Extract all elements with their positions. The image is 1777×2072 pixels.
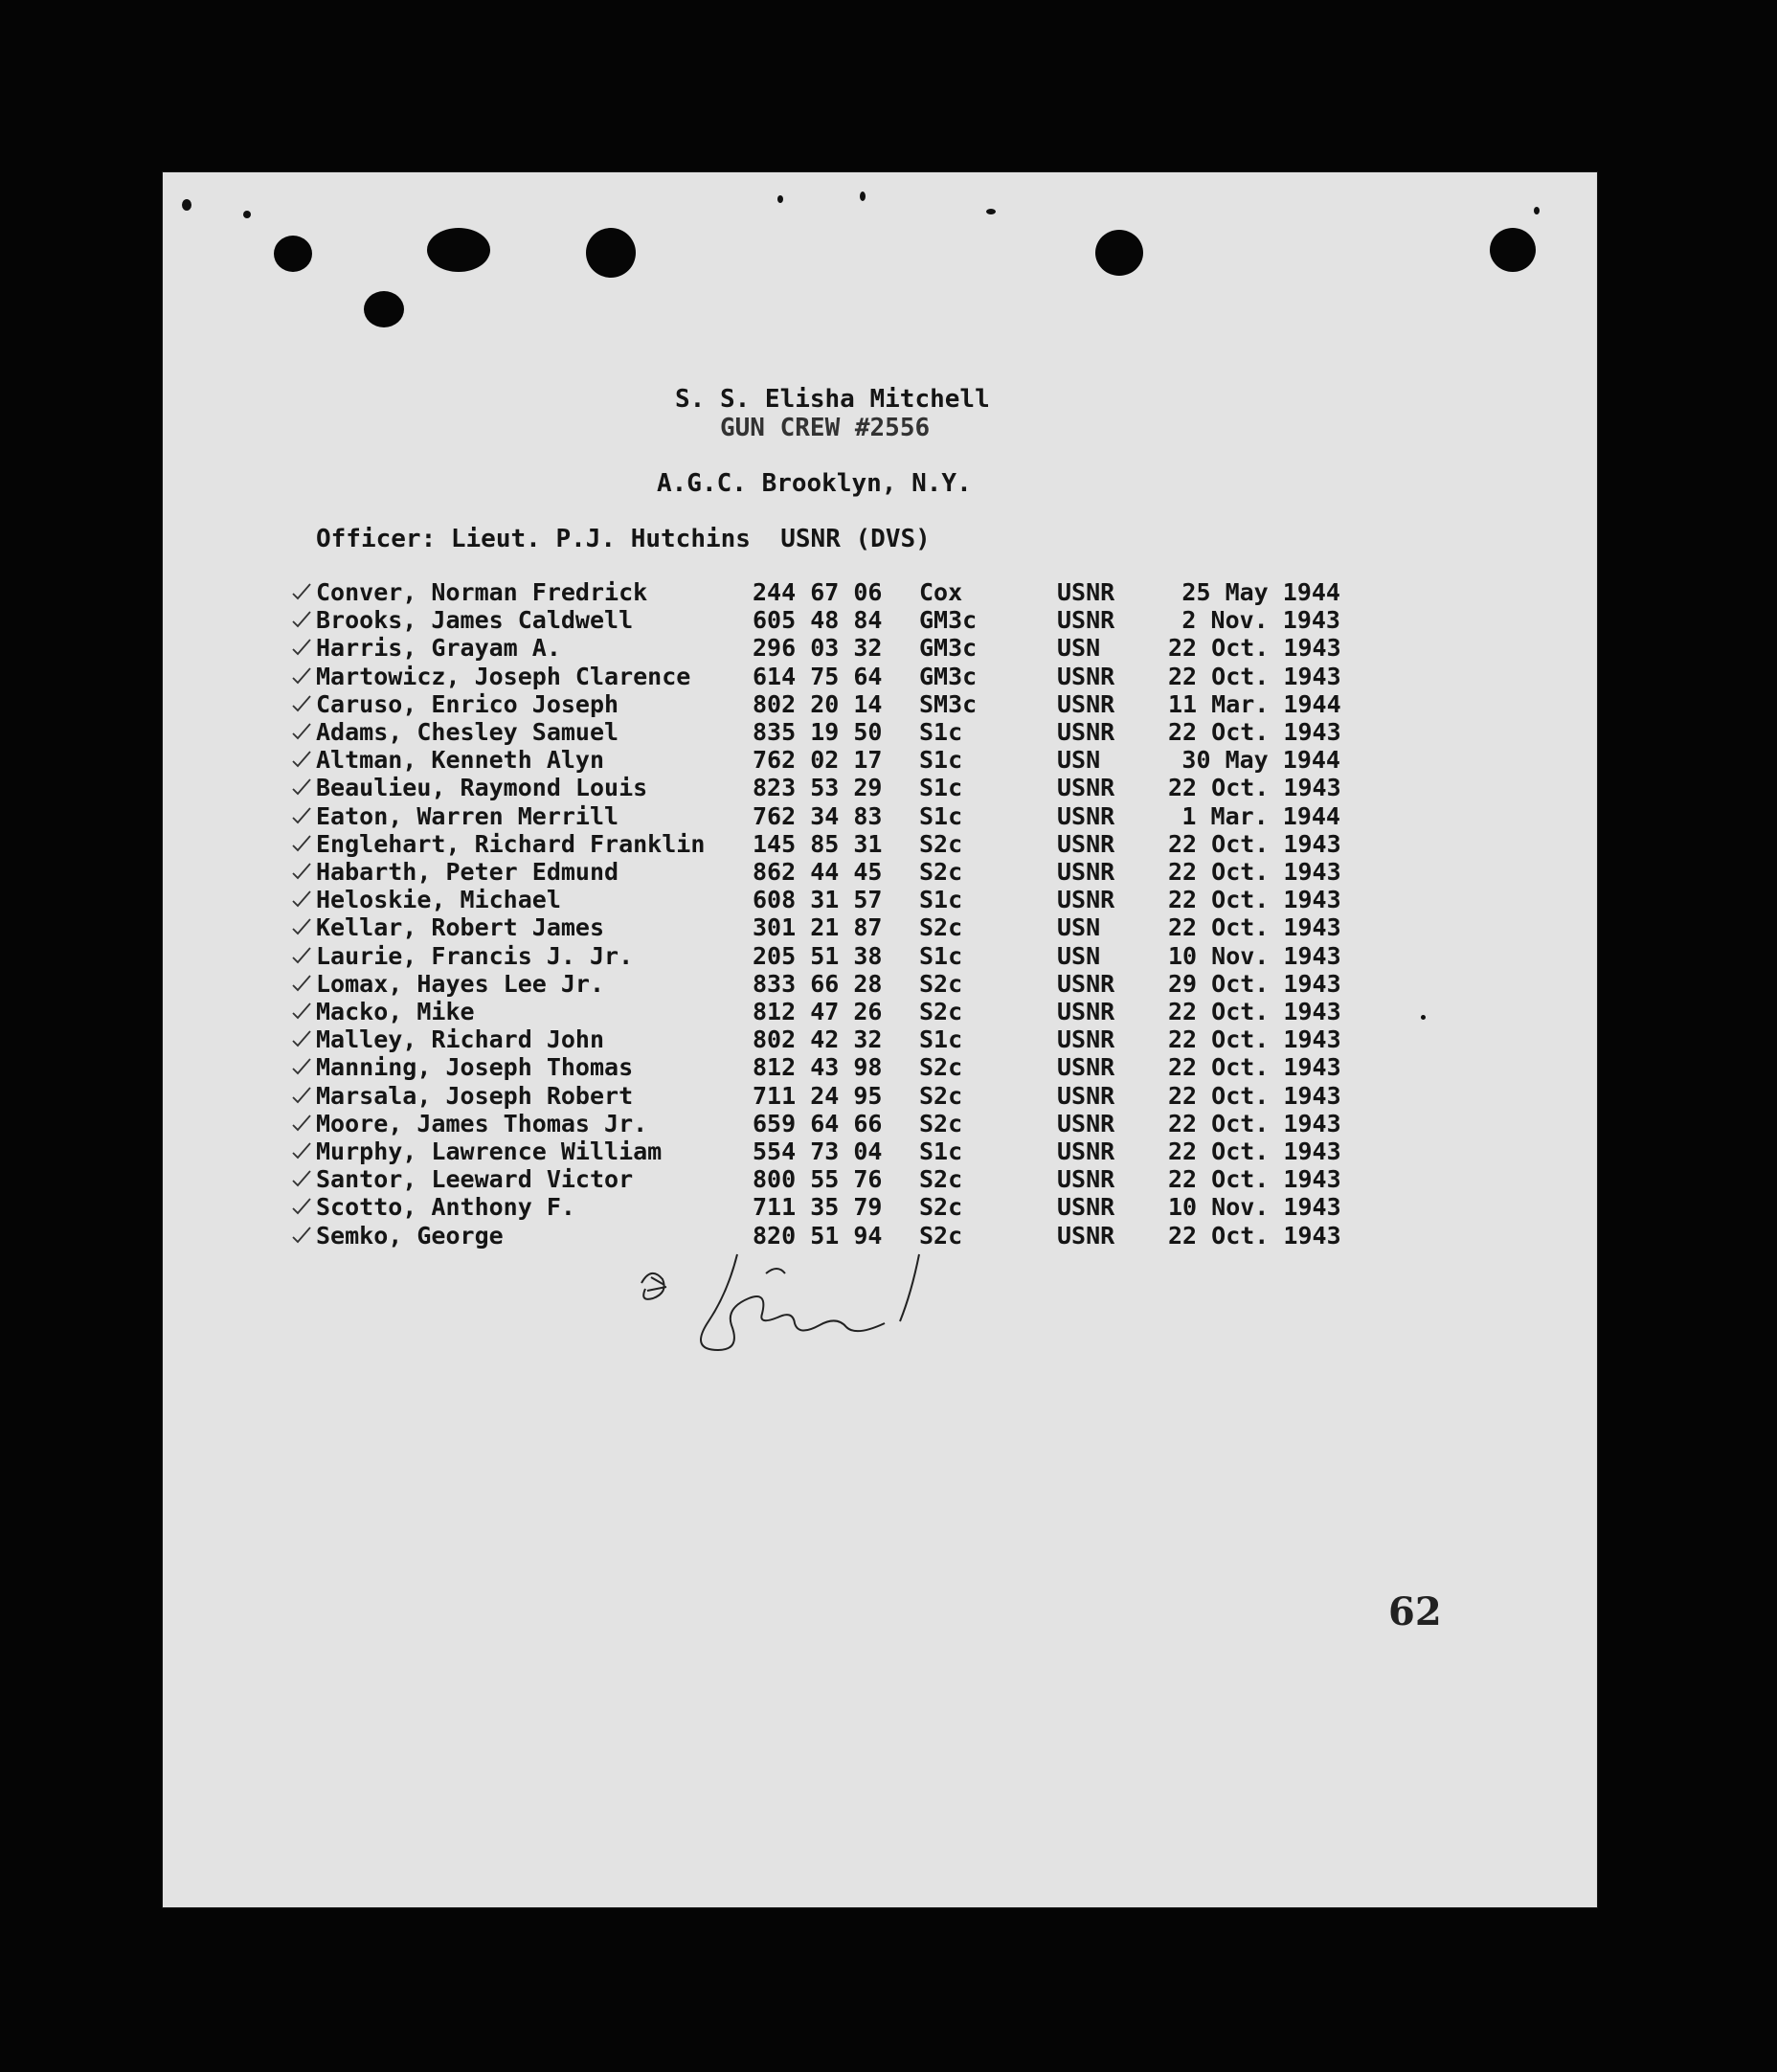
- service-number: 244 67 06: [753, 578, 883, 606]
- enlistment-date: 10 Nov. 1943: [1168, 941, 1341, 970]
- checkmark-icon: [291, 776, 312, 797]
- checkmark-icon: [291, 888, 312, 909]
- service-number: 800 55 76: [753, 1165, 883, 1194]
- checkmark-icon: [291, 1000, 312, 1021]
- crew-branch: USNR: [1057, 858, 1115, 886]
- crew-row: [316, 998, 1369, 1025]
- checkmark-icon: [291, 664, 312, 686]
- crew-row: [316, 718, 1369, 746]
- crew-branch: USNR: [1057, 689, 1115, 718]
- checkmark-icon: [291, 972, 312, 993]
- speck: [1421, 1015, 1426, 1020]
- crew-name: Moore, James Thomas Jr.: [316, 1109, 648, 1137]
- crew-row: [316, 886, 1369, 913]
- crew-row: [316, 746, 1369, 774]
- crew-name: Lomax, Hayes Lee Jr.: [316, 969, 605, 998]
- crew-row: [316, 1025, 1369, 1053]
- service-number: 835 19 50: [753, 718, 883, 746]
- crew-branch: USNR: [1057, 1025, 1115, 1054]
- checkmark-icon: [291, 944, 312, 965]
- crew-rate: S1c: [919, 774, 963, 802]
- checkmark-icon: [291, 1167, 312, 1188]
- crew-rate: S2c: [919, 913, 963, 942]
- punch-hole: [274, 236, 312, 272]
- location: A.G.C. Brooklyn, N.Y.: [657, 469, 972, 498]
- crew-name: Macko, Mike: [316, 998, 475, 1025]
- crew-branch: USNR: [1057, 578, 1115, 606]
- enlistment-date: 2 Nov. 1943: [1181, 606, 1340, 635]
- crew-rate: S1c: [919, 801, 963, 830]
- crew-name: Kellar, Robert James: [316, 913, 605, 942]
- punch-hole: [427, 228, 490, 272]
- enlistment-date: 22 Oct. 1943: [1168, 858, 1341, 886]
- crew-branch: USNR: [1057, 1109, 1115, 1137]
- crew-row: [316, 1165, 1369, 1193]
- checkmark-icon: [291, 915, 312, 936]
- checkmark-icon: [291, 580, 312, 601]
- crew-branch: USNR: [1057, 829, 1115, 858]
- crew-name: Marsala, Joseph Robert: [316, 1081, 634, 1110]
- crew-branch: USNR: [1057, 1193, 1115, 1222]
- crew-row: [316, 1137, 1369, 1165]
- crew-name: Caruso, Enrico Joseph: [316, 689, 619, 718]
- enlistment-date: 10 Nov. 1943: [1168, 1193, 1341, 1222]
- crew-rate: S2c: [919, 969, 963, 998]
- service-number: 762 02 17: [753, 746, 883, 775]
- service-number: 605 48 84: [753, 606, 883, 635]
- service-number: 833 66 28: [753, 969, 883, 998]
- crew-rate: S1c: [919, 718, 963, 746]
- checkmark-icon: [291, 608, 312, 629]
- crew-name: Scotto, Anthony F.: [316, 1193, 575, 1222]
- punch-hole: [1095, 230, 1143, 276]
- page-number: 62: [1388, 1589, 1442, 1634]
- crew-row: [316, 942, 1369, 970]
- checkmark-icon: [291, 860, 312, 881]
- service-number: 802 20 14: [753, 689, 883, 718]
- enlistment-date: 22 Oct. 1943: [1168, 1109, 1341, 1137]
- crew-branch: USNR: [1057, 1165, 1115, 1194]
- ship-title: S. S. Elisha Mitchell: [675, 385, 990, 414]
- signature: [622, 1235, 948, 1360]
- enlistment-date: 30 May 1944: [1181, 746, 1340, 775]
- crew-rate: S2c: [919, 829, 963, 858]
- enlistment-date: 22 Oct. 1943: [1168, 886, 1341, 914]
- enlistment-date: 22 Oct. 1943: [1168, 662, 1341, 690]
- crew-row: [316, 1110, 1369, 1137]
- ink-blot: [364, 291, 404, 327]
- document-page: [163, 172, 1597, 1907]
- enlistment-date: 22 Oct. 1943: [1168, 1221, 1341, 1250]
- service-number: 301 21 87: [753, 913, 883, 942]
- enlistment-date: 22 Oct. 1943: [1168, 718, 1341, 746]
- enlistment-date: 22 Oct. 1943: [1168, 913, 1341, 942]
- crew-name: Malley, Richard John: [316, 1025, 605, 1054]
- crew-name: Harris, Grayam A.: [316, 634, 561, 663]
- crew-rate: S2c: [919, 1081, 963, 1110]
- crew-row: [316, 830, 1369, 858]
- checkmark-icon: [291, 1139, 312, 1160]
- crew-name: Santor, Leeward Victor: [316, 1165, 634, 1194]
- enlistment-date: 25 May 1944: [1181, 578, 1340, 606]
- crew-name: Englehart, Richard Franklin: [316, 829, 706, 858]
- enlistment-date: 22 Oct. 1943: [1168, 634, 1341, 663]
- service-number: 659 64 66: [753, 1109, 883, 1137]
- crew-branch: USN: [1057, 746, 1101, 775]
- checkmark-icon: [291, 804, 312, 825]
- enlistment-date: 1 Mar. 1944: [1181, 801, 1340, 830]
- speck: [777, 195, 783, 203]
- crew-branch: USNR: [1057, 662, 1115, 690]
- crew-rate: S2c: [919, 1221, 963, 1250]
- crew-rate: S2c: [919, 1193, 963, 1222]
- checkmark-icon: [291, 1195, 312, 1216]
- crew-branch: USNR: [1057, 1221, 1115, 1250]
- crew-rate: S1c: [919, 746, 963, 775]
- service-number: 711 35 79: [753, 1193, 883, 1222]
- crew-name: Laurie, Francis J. Jr.: [316, 941, 634, 970]
- crew-rate: S2c: [919, 1109, 963, 1137]
- checkmark-icon: [291, 748, 312, 769]
- crew-name: Altman, Kenneth Alyn: [316, 746, 605, 775]
- crew-rate: GM3c: [919, 634, 978, 663]
- enlistment-date: 11 Mar. 1944: [1168, 689, 1341, 718]
- crew-rate: S1c: [919, 1025, 963, 1054]
- crew-row: [316, 1082, 1369, 1110]
- crew-name: Beaulieu, Raymond Louis: [316, 774, 648, 802]
- crew-row: [316, 634, 1369, 662]
- crew-rate: S2c: [919, 858, 963, 886]
- enlistment-date: 22 Oct. 1943: [1168, 1025, 1341, 1054]
- punch-hole: [586, 228, 636, 278]
- crew-branch: USNR: [1057, 969, 1115, 998]
- crew-row: [316, 802, 1369, 830]
- checkmark-icon: [291, 692, 312, 713]
- enlistment-date: 22 Oct. 1943: [1168, 774, 1341, 802]
- crew-branch: USNR: [1057, 774, 1115, 802]
- enlistment-date: 22 Oct. 1943: [1168, 1165, 1341, 1194]
- crew-name: Brooks, James Caldwell: [316, 606, 634, 635]
- officer-line: Officer: Lieut. P.J. Hutchins USNR (DVS): [316, 525, 931, 553]
- crew-branch: USN: [1057, 913, 1101, 942]
- service-number: 820 51 94: [753, 1221, 883, 1250]
- service-number: 812 47 26: [753, 998, 883, 1025]
- crew-branch: USNR: [1057, 1137, 1115, 1165]
- punch-hole: [1490, 228, 1536, 272]
- crew-branch: USNR: [1057, 998, 1115, 1025]
- speck: [182, 199, 191, 211]
- crew-row: [316, 578, 1369, 606]
- checkmark-icon: [291, 1055, 312, 1076]
- speck: [243, 211, 251, 218]
- service-number: 823 53 29: [753, 774, 883, 802]
- crew-name: Habarth, Peter Edmund: [316, 858, 619, 886]
- crew-name: Semko, George: [316, 1221, 504, 1250]
- service-number: 812 43 98: [753, 1053, 883, 1082]
- crew-rate: S1c: [919, 941, 963, 970]
- crew-name: Heloskie, Michael: [316, 886, 561, 914]
- crew-rate: S2c: [919, 1053, 963, 1082]
- service-number: 554 73 04: [753, 1137, 883, 1165]
- crew-row: [316, 663, 1369, 690]
- checkmark-icon: [291, 720, 312, 741]
- crew-rate: GM3c: [919, 606, 978, 635]
- crew-row: [316, 1193, 1369, 1221]
- crew-rate: SM3c: [919, 689, 978, 718]
- crew-row: [316, 774, 1369, 801]
- crew-name: Eaton, Warren Merrill: [316, 801, 619, 830]
- crew-branch: USNR: [1057, 606, 1115, 635]
- service-number: 614 75 64: [753, 662, 883, 690]
- crew-name: Conver, Norman Fredrick: [316, 578, 648, 606]
- crew-branch: USN: [1057, 634, 1101, 663]
- service-number: 145 85 31: [753, 829, 883, 858]
- checkmark-icon: [291, 1084, 312, 1105]
- crew-rate: S2c: [919, 1165, 963, 1194]
- crew-branch: USN: [1057, 941, 1101, 970]
- service-number: 862 44 45: [753, 858, 883, 886]
- crew-name: Adams, Chesley Samuel: [316, 718, 619, 746]
- crew-row: [316, 858, 1369, 886]
- crew-rate: Cox: [919, 578, 963, 606]
- enlistment-date: 29 Oct. 1943: [1168, 969, 1341, 998]
- crew-rate: S1c: [919, 886, 963, 914]
- crew-rate: S1c: [919, 1137, 963, 1165]
- checkmark-icon: [291, 1027, 312, 1048]
- crew-name: Murphy, Lawrence William: [316, 1137, 663, 1165]
- crew-branch: USNR: [1057, 801, 1115, 830]
- checkmark-icon: [291, 832, 312, 853]
- checkmark-icon: [291, 1224, 312, 1245]
- enlistment-date: 22 Oct. 1943: [1168, 1137, 1341, 1165]
- gun-crew-number: GUN CREW #2556: [720, 414, 931, 442]
- service-number: 762 34 83: [753, 801, 883, 830]
- crew-rate: GM3c: [919, 662, 978, 690]
- crew-row: [316, 970, 1369, 998]
- enlistment-date: 22 Oct. 1943: [1168, 998, 1341, 1025]
- service-number: 205 51 38: [753, 941, 883, 970]
- crew-branch: USNR: [1057, 886, 1115, 914]
- crew-branch: USNR: [1057, 1053, 1115, 1082]
- crew-name: Manning, Joseph Thomas: [316, 1053, 634, 1082]
- enlistment-date: 22 Oct. 1943: [1168, 1053, 1341, 1082]
- service-number: 711 24 95: [753, 1081, 883, 1110]
- service-number: 608 31 57: [753, 886, 883, 914]
- enlistment-date: 22 Oct. 1943: [1168, 1081, 1341, 1110]
- crew-branch: USNR: [1057, 718, 1115, 746]
- speck: [1534, 207, 1540, 214]
- crew-row: [316, 913, 1369, 941]
- crew-row: [316, 1053, 1369, 1081]
- service-number: 802 42 32: [753, 1025, 883, 1054]
- crew-row: [316, 606, 1369, 634]
- crew-branch: USNR: [1057, 1081, 1115, 1110]
- service-number: 296 03 32: [753, 634, 883, 663]
- speck: [986, 209, 996, 214]
- crew-rate: S2c: [919, 998, 963, 1025]
- checkmark-icon: [291, 1112, 312, 1133]
- crew-row: [316, 690, 1369, 718]
- speck: [860, 191, 866, 201]
- crew-name: Martowicz, Joseph Clarence: [316, 662, 691, 690]
- enlistment-date: 22 Oct. 1943: [1168, 829, 1341, 858]
- checkmark-icon: [291, 636, 312, 657]
